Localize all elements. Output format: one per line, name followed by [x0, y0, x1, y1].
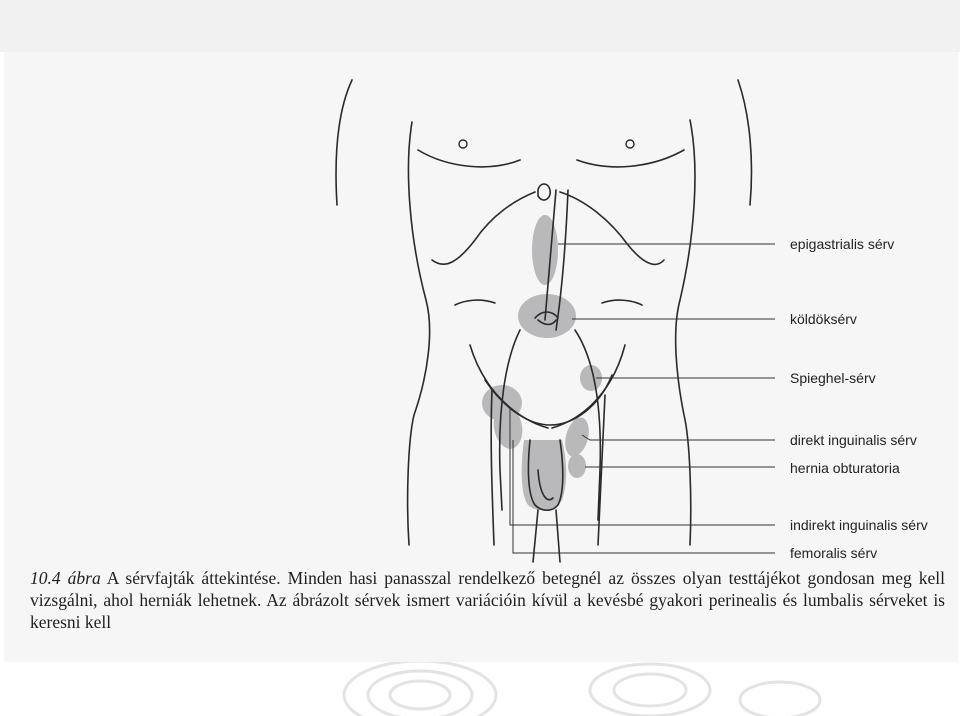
right-chest-contour [577, 150, 684, 167]
direct-inguinal-region [561, 415, 593, 459]
right-nipple [626, 140, 634, 148]
epigastric-region [532, 215, 558, 285]
ripple-circles [344, 662, 820, 716]
left-rectus-contour [455, 300, 495, 305]
right-flank-outline [676, 120, 695, 545]
decorative-ripples [0, 662, 960, 716]
xiphoid [538, 184, 550, 200]
right-rectus-contour [602, 300, 642, 305]
label-femoral-hernia: femoralis sérv [790, 545, 878, 561]
label-indirect-inguinal-hernia: indirekt inguinalis sérv [790, 517, 928, 533]
ripple-ring [390, 681, 450, 709]
left-arm-outline [336, 80, 352, 205]
nipples [459, 140, 634, 148]
label-obturator-hernia: hernia obturatoria [790, 460, 900, 476]
label-spigelian-hernia: Spieghel-sérv [790, 370, 876, 386]
leader-direct-inguinal [582, 435, 775, 440]
left-costal-margin [432, 192, 535, 264]
ripple-ring [614, 674, 686, 706]
ripple-ring [590, 664, 710, 716]
right-arm-outline [738, 80, 752, 205]
left-chest-contour [418, 150, 520, 167]
leg-line-right [556, 510, 560, 562]
left-flank-outline [408, 122, 430, 545]
caption-number: 10.4 ábra [30, 568, 101, 588]
label-epigastric-hernia: epigastrialis sérv [790, 236, 895, 252]
figure-caption [30, 567, 945, 633]
right-costal-margin [560, 192, 664, 264]
label-umbilical-hernia: köldöksérv [790, 311, 857, 327]
label-direct-inguinal-hernia: direkt inguinalis sérv [790, 432, 917, 448]
leg-line-left [533, 510, 538, 562]
obturator-region [568, 454, 586, 478]
ripple-ring [740, 682, 820, 716]
caption-text: A sérvfajták áttekintése. Minden hasi panasszal rendelkező betegnél az összes olyan testtájékot gondosan meg kell vizsgálni, ahol herniák lehetnek. Az ábrázolt sérvek ismert variációin kívül a kevésbé gyakori perinealis és lumbalis sérveket is keresni kell [30, 568, 945, 632]
left-nipple [459, 140, 467, 148]
